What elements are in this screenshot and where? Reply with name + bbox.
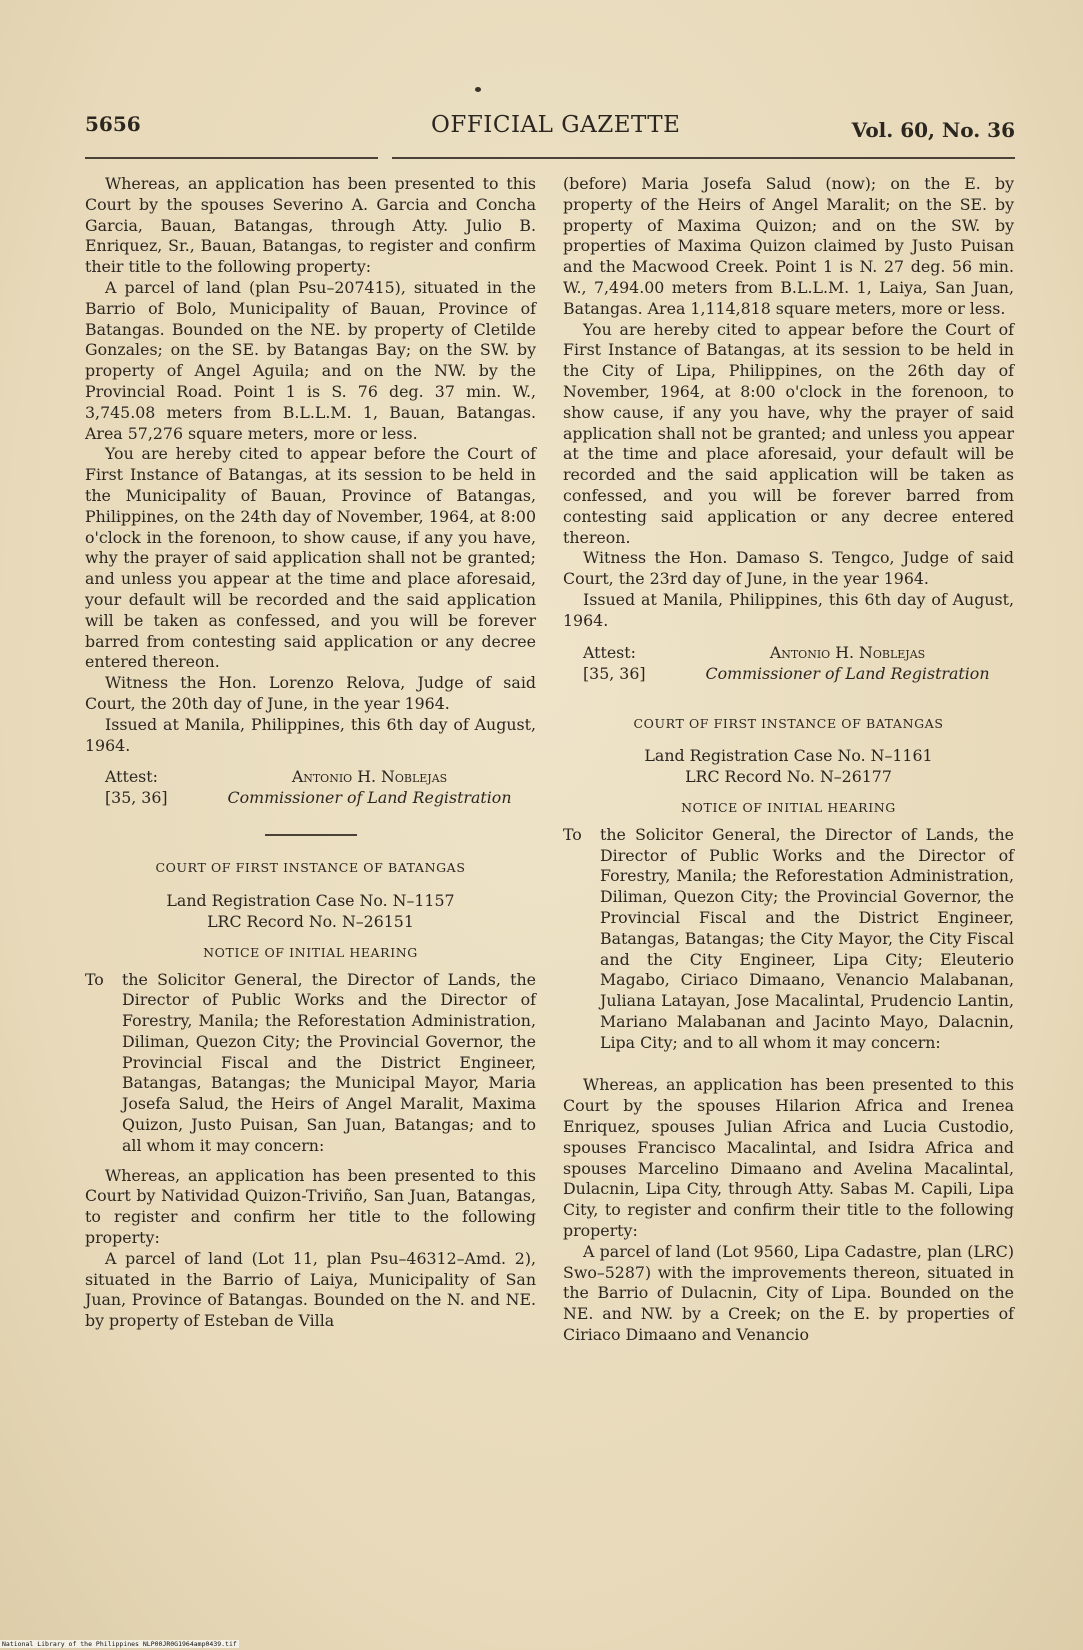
scan-footer: National Library of the Philippines NLP00JR0G1964amp0439.tif — [2, 1640, 237, 1648]
paragraph: A parcel of land (plan Psu–207415), situated in the Barrio of Bolo, Municipality of Bauan, Province of Batangas. Bounded on the NE. by property of Cletilde Gonzales; on the SE. by Batangas Bay; on the SW. by property of Angel Aguila; and on the NW. by the Provincial Road. Point 1 is S. 76 deg. 37 min. W., 3,745.08 meters from B.L.L.M. 1, Bauan, Batangas. Area 57,276 square meters, more or less. — [85, 277, 536, 443]
paragraph: Issued at Manila, Philippines, this 6th day of August, 1964. — [85, 714, 536, 755]
header-rule-left — [85, 157, 378, 159]
court-heading: COURT OF FIRST INSTANCE OF BATANGAS — [633, 715, 944, 731]
paragraph: A parcel of land (Lot 9560, Lipa Cadastre, plan (LRC) Swo–5287) with the improvements thereon, situated in the Barrio of Dulacnin, City of Lipa. Bounded on the NE. and NW. by a Creek; on the E. by properties of Ciriaco Dimaano and Venancio — [563, 1241, 1014, 1345]
addressee-text: the Solicitor General, the Director of Lands, the Director of Public Works and the Director of Forestry, Manila; the Reforestation Administration, Diliman, Quezon City; the Provincial Governor, the Provincial Fiscal and the District Engineer, Batangas, Batangas; the Municipal Mayor, Maria Josefa Salud, the Heirs of Angel Maralit, Maxima Quizon, Justo Puisan, San Juan, Batangas; and to all whom it may concern: — [122, 969, 536, 1155]
case-number: Land Registration Case No. N–1157 — [166, 891, 455, 911]
paragraph: Whereas, an application has been presented to this Court by the spouses Hilarion Africa and Irenea Enriquez, spouses Julian Africa and Lucia Custodio, spouses Francisco Macalintal, and Isidra Africa and spouses Marcelino Dimaano and Avelina Macalintal, Dulacnin, Lipa City, through Atty. Sabas M. Capili, Lipa City, to register and confirm their title to the following property: — [563, 1075, 1014, 1241]
notice-heading: NOTICE OF INITIAL HEARING — [203, 944, 418, 960]
signatory-name: Antonio H. Noblejas — [291, 767, 448, 787]
volume-label: Vol. 60, No. 36 — [851, 118, 1015, 142]
case-number: Land Registration Case No. N–1161 — [644, 746, 933, 766]
to-label: To — [563, 824, 582, 844]
paragraph: Witness the Hon. Damaso S. Tengco, Judge of said Court, the 23rd day of June, in the year 1964. — [563, 548, 1014, 589]
court-heading: COURT OF FIRST INSTANCE OF BATANGAS — [155, 860, 466, 876]
page-header — [85, 112, 1015, 152]
record-number: LRC Record No. N–26151 — [207, 911, 414, 931]
signatory-title: Commissioner of Land Registration — [705, 663, 990, 683]
signature-block — [105, 766, 536, 808]
signature-block — [583, 642, 1014, 684]
paragraph: Witness the Hon. Lorenzo Relova, Judge of said Court, the 20th day of June, in the year 1964. — [85, 673, 536, 713]
to-label: To — [85, 969, 104, 989]
addressee-block — [85, 970, 536, 1157]
ink-dot — [475, 87, 481, 92]
signatory-title: Commissioner of Land Registration — [227, 788, 512, 808]
addressee-block — [563, 825, 1014, 1054]
right-column — [563, 174, 1014, 1346]
reference-number: [35, 36] — [105, 788, 168, 808]
attest-label: Attest: — [105, 767, 158, 787]
publication-title: OFFICIAL GAZETTE — [431, 112, 681, 138]
attest-label: Attest: — [583, 642, 636, 662]
paragraph: A parcel of land (Lot 11, plan Psu–46312–Amd. 2), situated in the Barrio of Laiya, Municipality of San Juan, Province of Batangas. Bounded on the N. and NE. by property of Esteban de Villa — [85, 1248, 536, 1331]
notice-heading: NOTICE OF INITIAL HEARING — [681, 799, 896, 815]
paragraph: You are hereby cited to appear before the Court of First Instance of Batangas, at its session to be held in the City of Lipa, Philippines, on the 26th day of November, 1964, at 8:00 o'clock in the forenoon, to show cause, if any you have, why the prayer of said application shall not be granted; and unless you appear at the time and place aforesaid, your default will be recorded and the said application will be taken as confessed, and you will be forever barred from contesting said application or any decree entered thereon. — [563, 319, 1014, 547]
paragraph: You are hereby cited to appear before the Court of First Instance of Batangas, at its session to be held in the Municipality of Bauan, Province of Batangas, Philippines, on the 24th day of November, 1964, at 8:00 o'clock in the forenoon, to show cause, if any you have, why the prayer of said application shall not be granted; and unless you appear at the time and place aforesaid, your default will be recorded and the said application will be taken as confessed, and you will be forever barred from contesting said application or any decree entered thereon. — [85, 444, 536, 672]
left-column — [85, 174, 536, 1332]
paragraph: (before) Maria Josefa Salud (now); on the E. by property of the Heirs of Angel Maralit; on the SE. by property of Maxima Quizon; and on the SW. by properties of Maxima Quizon claimed by Justo Puisan and the Macwood Creek. Point 1 is N. 27 deg. 56 min. W., 7,494.00 meters from B.L.L.M. 1, Laiya, San Juan, Batangas. Area 1,114,818 square meters, more or less. — [563, 174, 1014, 318]
paragraph: Issued at Manila, Philippines, this 6th day of August, 1964. — [563, 589, 1014, 630]
record-number: LRC Record No. N–26177 — [685, 767, 892, 787]
header-rule-right — [392, 157, 1015, 159]
paragraph: Whereas, an application has been presented to this Court by the spouses Severino A. Garcia and Concha Garcia, Bauan, Batangas, through Atty. Julio B. Enriquez, Sr., Bauan, Batangas, to register and confirm their title to the following property: — [85, 174, 536, 277]
paragraph: Whereas, an application has been presented to this Court by Natividad Quizon-Triviño, San Juan, Batangas, to register and confirm her title to the following property: — [85, 1165, 536, 1248]
reference-number: [35, 36] — [583, 663, 646, 683]
signatory-name: Antonio H. Noblejas — [769, 642, 926, 662]
section-divider — [265, 834, 357, 836]
addressee-text: the Solicitor General, the Director of Lands, the Director of Public Works and the Director of Forestry, Manila; the Reforestation Administration, Diliman, Quezon City; the Provincial Governor, the Provincial Fiscal and the District Engineer, Batangas, Batangas; the City Mayor, the City Fiscal and the City Engineer, Lipa City; Eleuterio Magabo, Ciriaco Dimaano, Venancio Malabanan, Juliana Latayan, Jose Macalintal, Prudencio Lantin, Mariano Malabanan and Jacinto Mayo, Dalacnin, Lipa City; and to all whom it may concern: — [600, 824, 1014, 1052]
page-number: 5656 — [85, 112, 141, 136]
